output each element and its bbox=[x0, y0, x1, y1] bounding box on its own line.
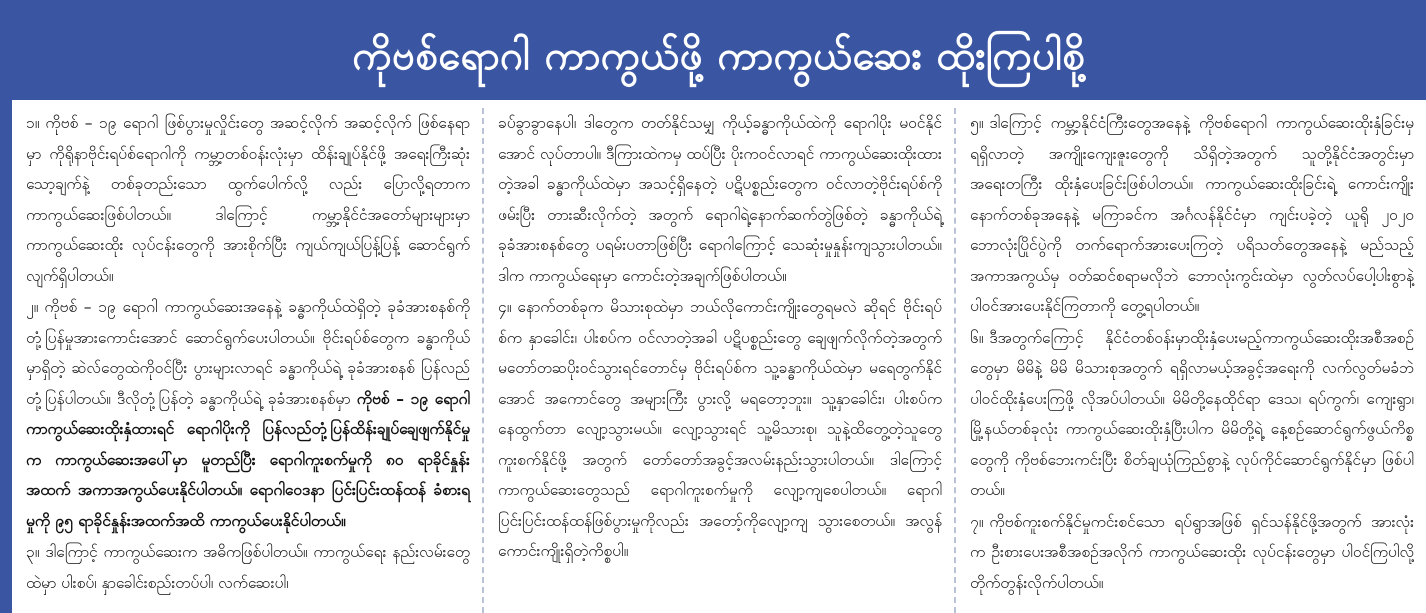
article-body bbox=[12, 100, 1426, 613]
paragraph-text: နောက်တစ်ခုက မိသားစုထဲမှာ ဘယ်လိုကောင်းကျိုးတွေရမလဲ ဆိုရင် ဗိုင်းရပ်စ်က နှာခေါင်း၊ ပါးစပ်က ဝင်လာတဲ့အခါ ပဋိပစ္စည်းတွေ ချေဖျက်လိုက်တဲ့အတွက် မတော်တဆပိုးဝင်သွားရင်တောင်မှ ဗိုင်းရပ်စ်က သူ့ခန္ဓာကိုယ်ထဲမှာ မရေတွက်နိုင်အောင် အကောင်တွေ အများကြီး ပွားလို့ မရတော့ဘူး။ သူ့နှာခေါင်း၊ ပါးစပ်ကနေထွက်တာ လျော့သွားမယ်။ လျော့သွားရင် သူ့မိသားစု၊ သူနဲ့ထိတွေ့တဲ့သူတွေ ကူးစက်နိုင်ဖို့ အတွက် တော်တော်အခွင့်အလမ်းနည်းသွားပါတယ်။ ဒါကြောင့် ကာကွယ်ဆေးတွေသည် ရောဂါကူးစက်မှုကို လျော့ကျစေပါတယ်။ ရောဂါပြင်းပြင်းထန်ထန်ဖြစ်ပွားမှုကိုလည်း အတော့်ကိုလျော့ကျ သွားစေတယ်။ အလွန်ကောင်းကျိုးရှိတဲ့ကိစ္စပါ။ bbox=[498, 298, 942, 560]
paragraph-number: ၇။ bbox=[970, 512, 984, 531]
paragraph-text: ဒီအတွက်ကြောင့် နိုင်ငံတစ်ဝန်းမှာထိုးနှံပေးမည့်ကာကွယ်ဆေးထိုးအစီအစဉ်တွေမှာ မိမိနဲ့ မိမိ မိသားစုအတွက် ရရှိလာမယ့်အခွင့်အရေးကို လက်လွတ်မခံဘဲ ပါဝင်ထိုးနှံပေးကြဖို့ လိုအပ်ပါတယ်။ မိမိတို့နေထိုင်ရာ ဒေသ၊ ရပ်ကွက်၊ ကျေးရွာ၊ မြို့နယ်တစ်ခုလုံး ကာကွယ်ဆေးထိုးနှံပြီးပါက မိမိတို့ရဲ့ နေ့စဉ်ဆောင်ရွက်ဖွယ်ကိစ္စတွေကို ကိုဗစ်ဘေးကင်းပြီး စိတ်ချယုံကြည်စွာနဲ့ လုပ်ကိုင်ဆောင်ရွက်နိုင်မှာ ဖြစ်ပါတယ်။ bbox=[970, 328, 1414, 499]
paragraph-number: ၂။ bbox=[26, 298, 39, 316]
paragraph-2 bbox=[26, 292, 470, 536]
paragraph-text: ဒါကြောင့် ကမ္ဘာ့နိုင်ငံကြီးတွေအနေနဲ့ ကိုဗစ်ရောဂါ ကာကွယ်ဆေးထိုးနှံခြင်းမှ ရရှိလာတဲ့ အကျိုးကျေးဇူးတွေကို သိရှိတဲ့အတွက် သူတို့နိုင်ငံအတွင်းမှာ အရေးတကြီး ထိုးနှံပေးခြင်းဖြစ်ပါတယ်။ ကာကွယ်ဆေးထိုးခြင်းရဲ့ ကောင်းကျိုးနောက်တစ်ခုအနေနဲ့ မကြာခင်က အင်္ဂလန်နိုင်ငံမှာ ကျင်းပခဲ့တဲ့ ယူရို ၂၀၂၀ ဘောလုံးပြိုင်ပွဲကို တက်ရောက်အားပေးကြတဲ့ ပရိသတ်တွေအနေနဲ့ မည်သည့်အကာအကွယ်မှ ဝတ်ဆင်စရာမလိုဘဲ ဘောလုံးကွင်းထဲမှာ လွတ်လပ်ပေါ့ပါးစွာနဲ့ ပါဝင်အားပေးနိုင်ကြတာကို တွေ့ရပါတယ်။ bbox=[970, 114, 1414, 315]
column-2 bbox=[482, 108, 954, 613]
paragraph-text: ခပ်ခွာခွာနေပါ၊ ဒါတွေက တတ်နိုင်သမျှ ကိုယ့်ခန္ဓာကိုယ်ထဲကို ရောဂါပိုး မဝင်နိုင်အောင် လုပ်တာပါ။ ဒီကြားထဲကမှ ထပ်ပြီး ပိုးကဝင်လာရင် ကာကွယ်ဆေးထိုးထားတဲ့အခါ ခန္ဓာကိုယ်ထဲမှာ အသင့်ရှိနေတဲ့ ပဋိပစ္စည်းတွေက ဝင်လာတဲ့ဗိုင်းရပ်စ်ကိုဖမ်းပြီး တားဆီးလိုက်တဲ့ အတွက် ရောဂါရဲ့နောက်ဆက်တွဲဖြစ်တဲ့ ခန္ဓာကိုယ်ရဲ့ ခုခံအားစနစ်တွေ ပရမ်းပတာဖြစ်ပြီး ရောဂါကြောင့် သေဆုံးမှုနှုန်းကျသွားပါတယ်။ ဒါက ကာကွယ်ရေးမှာ ကောင်းတဲ့အချက်ဖြစ်ပါတယ်။ bbox=[498, 114, 942, 285]
paragraph-number: ၅။ bbox=[970, 114, 984, 132]
paragraph-3-continued bbox=[498, 108, 942, 291]
paragraph-4 bbox=[498, 292, 942, 567]
paragraph-3 bbox=[26, 537, 470, 598]
article-headline: ကိုဗစ်ရောဂါ ကာကွယ်ဖို့ ကာကွယ်ဆေး ထိုးကြပါစို့ bbox=[352, 33, 1086, 79]
paragraph-number: ၄။ bbox=[498, 298, 512, 316]
column-1 bbox=[12, 108, 482, 613]
paragraph-number: ၃။ bbox=[26, 543, 40, 561]
paragraph-text: ကိုဗစ် – ၁၉ ရောဂါ ကာကွယ်ဆေးအနေနဲ့ ခန္ဓာကိုယ်ထဲရှိတဲ့ ခုခံအားစနစ်ကို တုံ့ပြန်မှုအားကောင်းအောင် ဆောင်ရွက်ပေးပါတယ်။ ဗိုင်းရပ်စ်တွေက ခန္ဓာကိုယ်မှာရှိတဲ့ ဆဲလ်တွေထဲကိုဝင်ပြီး ပွားများလာရင် ခန္ဓာကိုယ်ရဲ့ ခုခံအားစနစ် ပြန်လည်တုံ့ပြန်ပါတယ်။ ဒီလိုတုံ့ပြန်တဲ့ ခန္ဓာကိုယ်ရဲ့ ခုခံအားစနစ်မှာ bbox=[26, 298, 470, 408]
paragraph-text: ကိုဗစ်ကူးစက်နိုင်မှုကင်းစင်သော ရပ်ရွာအဖြစ် ရှင်သန်နိုင်ဖို့အတွက် အားလုံးက ဦးစားပေးအစီအစဉ်အလိုက် ကာကွယ်ဆေးထိုး လုပ်ငန်းတွေမှာ ပါဝင်ကြပါလို့ တိုက်တွန်းလိုက်ပါတယ်။ bbox=[970, 512, 1414, 592]
paragraph-number: ၆။ bbox=[970, 328, 984, 347]
paragraph-6 bbox=[970, 323, 1414, 506]
paragraph-7 bbox=[970, 507, 1414, 599]
paragraph-bold-text: ကိုဗစ် – ၁၉ ရောဂါ ကာကွယ်ဆေးထိုးနှံထားရင် ရောဂါပိုးကို ပြန်လည်တုံ့ပြန်ထိန်းချုပ်ချေဖျက်နိုင်မှုက ကာကွယ်ဆေးအပေါ်မှာ မူတည်ပြီး ရောဂါကူးစက်မှုကို ၈၀ ရာခိုင်နှုန်းအထက် အကာအကွယ်ပေးနိုင်ပါတယ်။ ရောဂါဝေဒနာ ပြင်းပြင်းထန်ထန် ခံစားရမှုကို ၉၅ ရာခိုင်နှုန်းအထက်အထိ ကာကွယ်ပေးနိုင်ပါတယ်။ bbox=[26, 389, 470, 530]
paragraph-text: ဒါကြောင့် ကာကွယ်ဆေးက အဓိကဖြစ်ပါတယ်။ ကာကွယ်ရေး နည်းလမ်းတွေထဲမှာ ပါးစပ်၊ နှာခေါင်းစည်းတပ်ပါ၊ လက်ဆေးပါ၊ bbox=[26, 543, 470, 592]
paragraph-number: ၁။ bbox=[26, 114, 40, 132]
paragraph-1 bbox=[26, 108, 470, 291]
paragraph-text: ကိုဗစ် – ၁၉ ရောဂါ ဖြစ်ပွားမှုလှိုင်းတွေ အဆင့်လိုက် အဆင့်လိုက် ဖြစ်နေရာမှာ ကိုရိုနာဗိုင်းရပ်စ်ရောဂါကို ကမ္ဘာ့တစ်ဝန်းလုံးမှာ ထိန်းချုပ်နိုင်ဖို့ အရေးကြီးဆုံးသော့ချက်နဲ့ တစ်ခုတည်းသော ထွက်ပေါက်လို့ လည်း ပြောလို့ရတာက ကာကွယ်ဆေးဖြစ်ပါတယ်။ ဒါကြောင့် ကမ္ဘာ့နိုင်ငံအတော်များများမှာ ကာကွယ်ဆေးထိုး လုပ်ငန်းတွေကို အားစိုက်ပြီး ကျယ်ကျယ်ပြန့်ပြန့် ဆောင်ရွက်လျက်ရှိပါတယ်။ bbox=[26, 114, 470, 285]
headline-banner bbox=[12, 12, 1426, 100]
paragraph-5 bbox=[970, 108, 1414, 322]
column-3 bbox=[954, 108, 1426, 613]
